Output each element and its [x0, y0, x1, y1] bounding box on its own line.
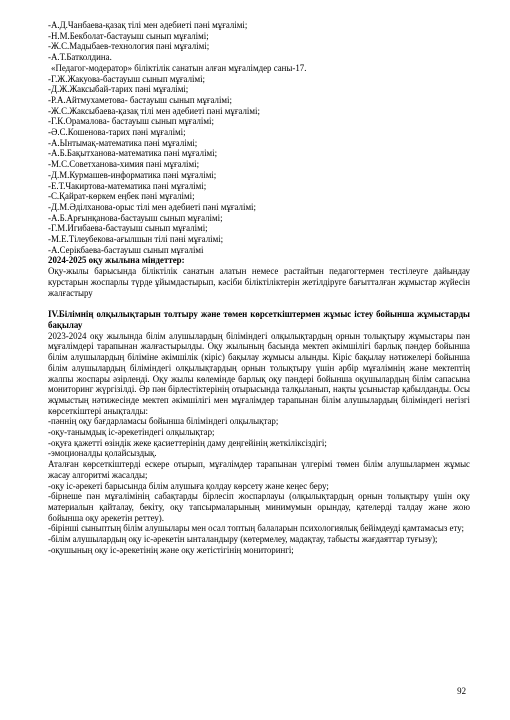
indicator-item: -оқуға қажетті өзіндік жеке қасиеттерінің даму деңгейінің жеткіліксіздігі;	[48, 437, 327, 448]
page-number: 92	[457, 686, 466, 696]
teacher-list-item: -Ж.С.Мадыбаев-технология пәні мұғалімі;	[48, 41, 210, 52]
teacher-list-item: -С.Қайрат-көркем еңбек пәні мұғалімі;	[48, 191, 195, 202]
teacher-list-item: -Г.М.Игибаева-бастауыш сынып мұғалімі;	[48, 223, 208, 234]
teacher-list-item: -Д.Ж.Жаксыбай-тарих пәні мұғалімі;	[48, 84, 189, 95]
section-paragraph-2: Аталған көрсеткіштерді ескере отырып, мұғалімдер тарапынан үлгерімі төмен білім алушылармен жұмыс жасау алгоритмі жасалды;	[48, 459, 470, 480]
tasks-heading: 2024-2025 оқу жылына міндеттер:	[48, 255, 185, 266]
teacher-list-item: -Е.Т.Чакиртова-математика пәні мұғалімі;	[48, 180, 207, 191]
teacher-list-item: -Н.М.Бекболат-бастауыш сынып мұғалімі;	[48, 30, 209, 41]
indicators-list	[48, 416, 470, 459]
teacher-list-item: -А.Д.Чанбаева-қазақ тілі мен әдебиеті пәні мұғалімі;	[48, 20, 248, 30]
teacher-list-item: -А.Б.Арғынқанова-бастауыш сынып мұғалімі;	[48, 212, 223, 223]
tasks-paragraph: Оқу-жылы барысында біліктілік санатын алатын немесе растайтын педагогтермен тестілеуге дайындау курстарын жоспарлы түрде ұйымдастырып, кәсіби біліктіліктерін жетілдіруге бағытталған жұмыстар жүйесін жалғастыру	[48, 266, 470, 298]
teacher-list-item: -М.Е.Тілеубекова-ағылшын тілі пәні мұғалімі;	[48, 234, 224, 245]
indicator-item: -эмоционалды қолайсыздық.	[48, 448, 157, 459]
teacher-list-item: -А.Серікбаева-бастауыш сынып мұғалімі	[48, 244, 204, 255]
algorithm-item: -оқушының оқу іс-әрекетінің және оқу жетістігінің мониторингі;	[48, 544, 294, 555]
teacher-list-item: -Г.Ж.Жакуова-бастауыш сынып мұғалімі;	[48, 73, 206, 84]
teacher-list-item: -М.С.Советханова-химия пәні мұғалімі;	[48, 159, 200, 170]
teacher-list-item: -Д.М.Әділханова-орыс тілі мен әдебиеті пәні мұғалімі;	[48, 201, 256, 212]
section-paragraph-1: 2023-2024 оқу жылында білім алушылардың біліміндегі олқылықтардың орнын толықтыру жұмыстары пән мұғалімдері тарапынан жалғастырылды. Оқу жылының басында мектеп әкімшілігі барлық пәндер бойынша білім алушылардың біліміне әкімшілік (кіріс) бақылау жұмысы алынды. Кіріс бақылау нәтижелері бойынша білім алушылардың біліміндегі олқылықтардың орнын толықтыру үшін әрбір мұғалімнің және мектептің жалпы жоспары әзірленді. Оқу жылы көлемінде барлық оқу пәндері бойынша оқушылардың білім сапасына мониторинг жүргізілді. Әр пән бірлестіктерінің отырысында талқыланып, нақты ұсыныстар қабылданды. Осы жұмыстың нәтижесінде мектеп әкімшілігі мен мұғалімдер тарапынан білім алушылардың біліміндегі негізгі көрсеткіштері анықталды:	[48, 330, 470, 416]
indicator-item: -оқу-танымдық іс-әрекетіндегі олқылықтар;	[48, 427, 215, 438]
page-content	[48, 20, 470, 555]
section-heading: IV.Білімнің олқылықтарын толтыру және төмен көрсеткіштермен жұмыс істеу бойынша жұмыстарды бақылау	[48, 309, 470, 330]
algorithm-item: -білім алушылардың оқу іс-әрекетін ынталандыру (көтермелеу, мадақтау, табысты жағдаяттар туғызу);	[48, 534, 438, 545]
teacher-list-item: -Г.К.Орамалова- бастауыш сынып мұғалімі;	[48, 116, 214, 127]
teacher-list-item: -А.Т.Батколдина.	[48, 52, 112, 63]
moderator-heading: «Педагог-модератор» біліктілік санатын алған мұғалімдер саны-17.	[51, 62, 307, 73]
teachers-list-a	[48, 20, 470, 63]
algorithm-list	[48, 481, 470, 556]
teacher-list-item: -Ә.С.Кошенова-тарих пәні мұғалімі;	[48, 127, 186, 138]
teacher-list-item: -А.Ынтымақ-математика пәні мұғалімі;	[48, 137, 198, 148]
teacher-list-item: -Ж.С.Жаксыбаева-қазақ тілі мен әдебиеті пәні мұғалімі;	[48, 105, 260, 116]
algorithm-item: -бірнеше пән мұғалімінің сабақтарды бірлесіп жоспарлауы (олқылықтардың орнын толықтыру үшін оқу материалын қайталау, бекіту, оқу тапсырмаларының минимумын орындау, қателерді талдау және жою бойынша оқу әрекетін реттеу).	[48, 491, 470, 523]
algorithm-item: -бірінші сыныптың білім алушылары мен осал топтың балаларын психологиялық бейімдеуді қамтамасыз ету;	[48, 523, 465, 534]
teachers-list-b	[48, 74, 470, 256]
teacher-list-item: -А.Б.Бақытханова-математика пәні мұғалімі;	[48, 148, 218, 159]
indicator-item: -пәннің оқу бағдарламасы бойынша біліміндегі олқылықтар;	[48, 416, 279, 427]
algorithm-item: -оқу іс-әрекеті барысында білім алушыға қолдау көрсету және кеңес беру;	[48, 480, 329, 491]
teacher-list-item: -Р.А.Айтмухаметова- бастауыш сынып мұғалімі;	[48, 94, 232, 105]
teacher-list-item: -Д.М.Курмашев-информатика пәні мұғалімі;	[48, 169, 217, 180]
